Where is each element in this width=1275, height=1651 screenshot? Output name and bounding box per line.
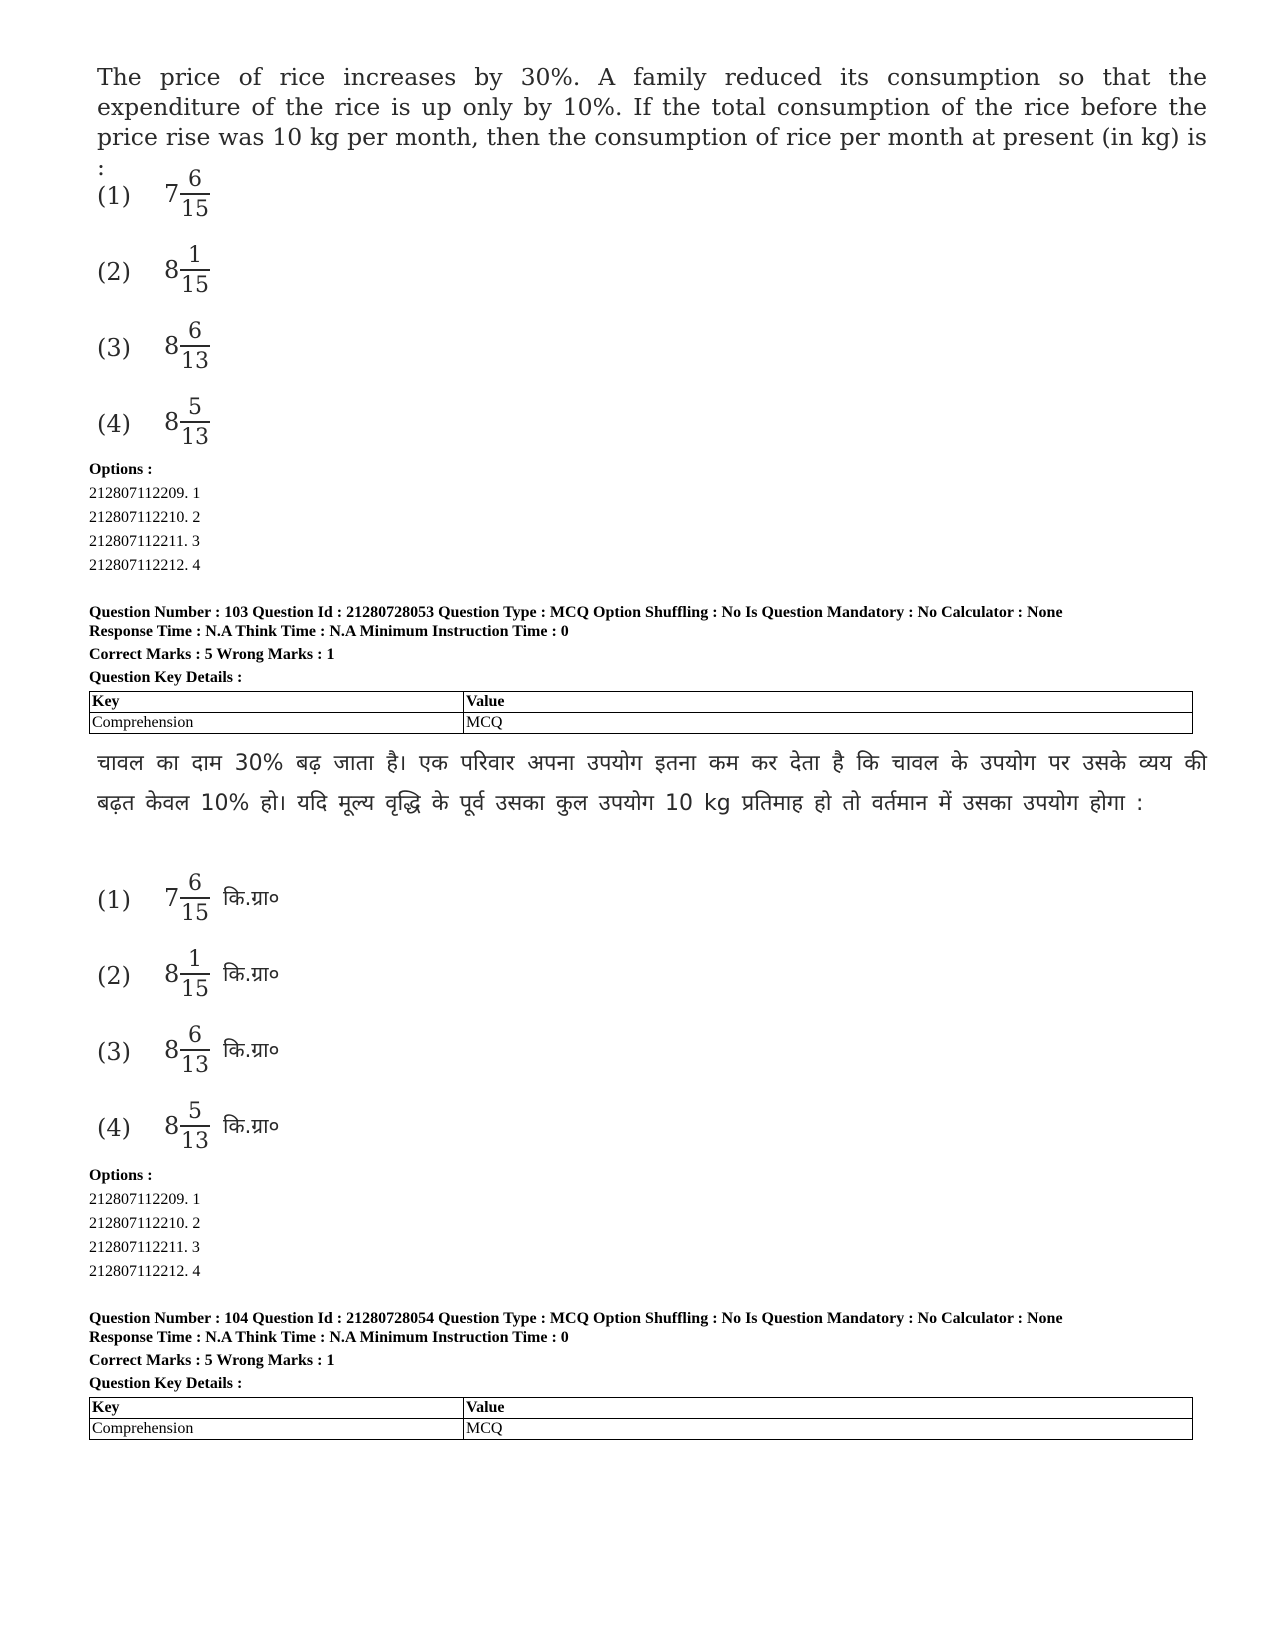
- table-header-row: [90, 1398, 1193, 1419]
- question-text-english: The price of rice increases by 30%. A family reduced its consumption so that the expenditure of the rice is up only by 10%. If the total consumption of the rice before the price rise was 10 kg per month, then the consumption of rice per month at present (in kg) is :: [97, 63, 1207, 181]
- choice-unit: कि.ग्रा०: [223, 1114, 280, 1138]
- choice-fraction: [179, 242, 211, 298]
- option-id: 212807112212. 4: [89, 1263, 201, 1280]
- option-id: 212807112210. 2: [89, 509, 201, 526]
- choice-whole: 8: [164, 1112, 180, 1140]
- choice-unit: कि.ग्रा०: [223, 886, 280, 910]
- answer-choice: [97, 1098, 417, 1158]
- table-cell-value: MCQ: [464, 1419, 1193, 1440]
- options-block: [89, 458, 1239, 578]
- fraction-denominator: 15: [181, 976, 209, 1002]
- key-details-table: [89, 1397, 1193, 1440]
- fraction-denominator: 13: [181, 1128, 209, 1154]
- choice-whole: 7: [164, 180, 180, 208]
- choice-number: (2): [97, 258, 131, 286]
- choice-whole: 8: [164, 1036, 180, 1064]
- answer-choice: [97, 1022, 417, 1082]
- choice-fraction: [179, 318, 211, 374]
- answer-choice: [97, 318, 417, 378]
- options-label: Options :: [89, 1167, 153, 1184]
- question-meta-line: Response Time : N.A Think Time : N.A Minimum Instruction Time : 0: [89, 1329, 569, 1346]
- fraction-numerator: 6: [188, 1023, 202, 1048]
- options-block: [89, 1164, 1239, 1284]
- choice-number: (3): [97, 1038, 131, 1066]
- choice-whole: 8: [164, 960, 180, 988]
- choice-whole: 8: [164, 408, 180, 436]
- choice-whole: 8: [164, 332, 180, 360]
- fraction-denominator: 15: [181, 900, 209, 926]
- fraction-numerator: 6: [188, 871, 202, 896]
- table-cell-key: Comprehension: [90, 1419, 464, 1440]
- fraction-numerator: 6: [188, 319, 202, 344]
- answer-choice: [97, 394, 417, 454]
- options-label: Options :: [89, 461, 153, 478]
- choice-fraction: [179, 1098, 211, 1154]
- table-header-key: Key: [90, 692, 464, 713]
- fraction-denominator: 15: [181, 196, 209, 222]
- fraction-denominator: 15: [181, 272, 209, 298]
- choice-fraction: [179, 1022, 211, 1078]
- question-text-hindi: चावल का दाम 30% बढ़ जाता है। एक परिवार अपना उपयोग इतना कम कर देता है कि चावल के उपयोग पर उसके व्यय की बढ़त केवल 10% हो। यदि मूल्य वृद्धि के पूर्व उसका कुल उपयोग 10 kg प्रतिमाह हो तो वर्तमान में उसका उपयोग होगा :: [97, 751, 1207, 816]
- option-id: 212807112209. 1: [89, 485, 201, 502]
- question-meta-line: Question Number : 104 Question Id : 21280728054 Question Type : MCQ Option Shuffling : No Is Question Mandatory : No Calculator : None: [89, 1310, 1063, 1327]
- answer-choice: [97, 166, 417, 226]
- choice-fraction: [179, 394, 211, 450]
- fraction-numerator: 5: [188, 1099, 202, 1124]
- option-id: 212807112211. 3: [89, 1239, 200, 1256]
- table-header-value: Value: [464, 1398, 1193, 1419]
- choice-number: (1): [97, 886, 131, 914]
- table-cell-value: MCQ: [464, 713, 1193, 734]
- table-row: [90, 713, 1193, 734]
- marks-line: Correct Marks : 5 Wrong Marks : 1: [89, 646, 335, 663]
- table-header-row: [90, 692, 1193, 713]
- choice-fraction: [179, 870, 211, 926]
- choice-fraction: [179, 166, 211, 222]
- fraction-numerator: 5: [188, 395, 202, 420]
- choice-number: (4): [97, 410, 131, 438]
- option-id: 212807112211. 3: [89, 533, 200, 550]
- question-meta-line: Response Time : N.A Think Time : N.A Minimum Instruction Time : 0: [89, 623, 569, 640]
- choice-unit: कि.ग्रा०: [223, 962, 280, 986]
- choice-number: (4): [97, 1114, 131, 1142]
- fraction-denominator: 13: [181, 424, 209, 450]
- fraction-numerator: 6: [188, 167, 202, 192]
- table-header-value: Value: [464, 692, 1193, 713]
- question-header: [89, 603, 1239, 641]
- fraction-numerator: 1: [188, 243, 202, 268]
- marks-line: Correct Marks : 5 Wrong Marks : 1: [89, 1352, 335, 1369]
- key-details-label: Question Key Details :: [89, 1375, 243, 1392]
- question-header: [89, 1309, 1239, 1347]
- choice-number: (2): [97, 962, 131, 990]
- answer-choice: [97, 946, 417, 1006]
- choice-unit: कि.ग्रा०: [223, 1038, 280, 1062]
- choice-fraction: [179, 946, 211, 1002]
- answer-choice: [97, 242, 417, 302]
- question-meta-line: Question Number : 103 Question Id : 21280728053 Question Type : MCQ Option Shuffling : No Is Question Mandatory : No Calculator : None: [89, 604, 1063, 621]
- choice-number: (3): [97, 334, 131, 362]
- table-row: [90, 1419, 1193, 1440]
- option-id: 212807112212. 4: [89, 557, 201, 574]
- option-id: 212807112210. 2: [89, 1215, 201, 1232]
- table-header-key: Key: [90, 1398, 464, 1419]
- choice-whole: 8: [164, 256, 180, 284]
- fraction-denominator: 13: [181, 348, 209, 374]
- fraction-numerator: 1: [188, 947, 202, 972]
- fraction-denominator: 13: [181, 1052, 209, 1078]
- key-details-table: [89, 691, 1193, 734]
- key-details-label: Question Key Details :: [89, 669, 243, 686]
- choice-number: (1): [97, 182, 131, 210]
- table-cell-key: Comprehension: [90, 713, 464, 734]
- answer-choice: [97, 870, 417, 930]
- choice-whole: 7: [164, 884, 180, 912]
- option-id: 212807112209. 1: [89, 1191, 201, 1208]
